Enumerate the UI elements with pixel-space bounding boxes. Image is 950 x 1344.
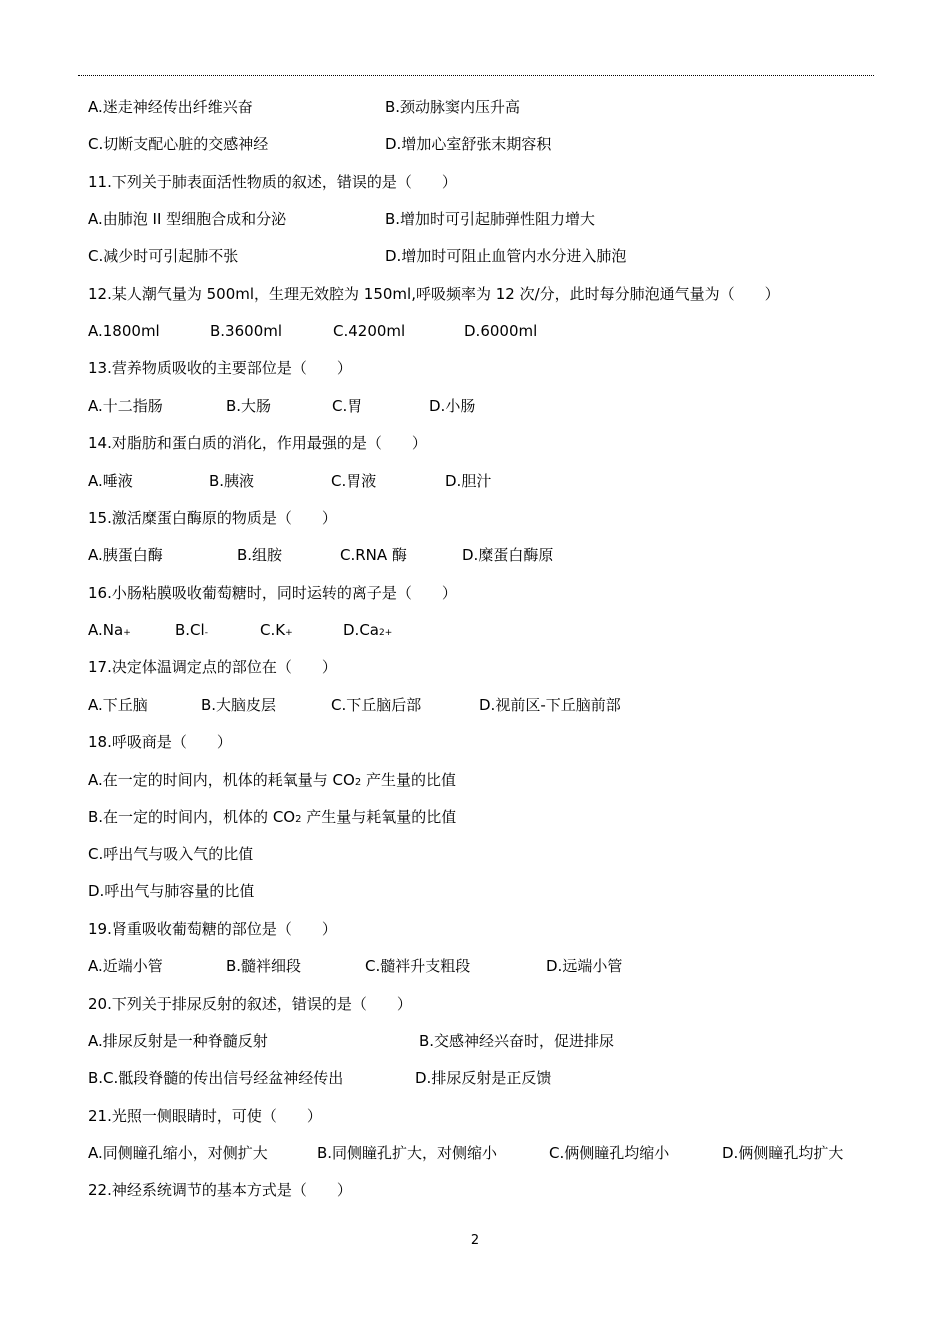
answer-option	[88, 805, 456, 829]
answer-option: A.近端小管	[88, 957, 163, 975]
answer-option	[175, 618, 208, 645]
option-text: 产生量与耗氧量的比值	[301, 808, 457, 826]
option-text: 产生量的比值	[361, 771, 456, 789]
answer-option: C.胃液	[331, 472, 377, 490]
answer-option: B.大肠	[226, 397, 272, 415]
answer-option: D.俩侧瞳孔均扩大	[722, 1144, 844, 1162]
answer-option: D.视前区-下丘脑前部	[479, 696, 621, 714]
answer-option: D.糜蛋白酶原	[462, 546, 554, 564]
answer-option: B.胰液	[209, 472, 255, 490]
ion-symbol: D.Ca	[343, 621, 379, 639]
answer-option	[88, 768, 456, 792]
ion-charge: -	[204, 628, 208, 638]
answer-option: A.同侧瞳孔缩小，对侧扩大	[88, 1144, 268, 1162]
answer-option: B.交感神经兴奋时，促进排尿	[419, 1032, 615, 1050]
answer-option: C.俩侧瞳孔均缩小	[549, 1144, 670, 1162]
answer-option: C.下丘脑后部	[331, 696, 422, 714]
question-stem: 13.营养物质吸收的主要部位是（ ）	[88, 359, 352, 377]
option-text: B.在一定的时间内，机体的 CO	[88, 808, 296, 826]
answer-option: D.小肠	[429, 397, 476, 415]
answer-option: A.下丘脑	[88, 696, 148, 714]
answer-option: A.排尿反射是一种脊髓反射	[88, 1032, 268, 1050]
answer-option	[343, 618, 392, 645]
answer-option: C.RNA 酶	[340, 546, 407, 564]
ion-charge: +	[285, 628, 293, 638]
answer-option: B.颈动脉窦内压升高	[385, 98, 521, 116]
answer-option: B.组胺	[237, 546, 283, 564]
ion-symbol: B.Cl	[175, 621, 205, 639]
answer-option: A.唾液	[88, 472, 133, 490]
answer-option: D.6000ml	[464, 322, 538, 340]
answer-option: A.由肺泡 II 型细胞合成和分泌	[88, 210, 287, 228]
question-stem: 21.光照一侧眼睛时，可使（ ）	[88, 1107, 322, 1125]
answer-option: C.切断支配心脏的交感神经	[88, 135, 269, 153]
question-stem: 15.激活糜蛋白酶原的物质是（ ）	[88, 509, 337, 527]
option-text: A.在一定的时间内，机体的耗氧量与 CO	[88, 771, 355, 789]
ion-charge: 2+	[378, 628, 393, 638]
subscript: 2	[354, 777, 362, 788]
answer-option: D.呼出气与肺容量的比值	[88, 882, 255, 900]
answer-option: B.髓袢细段	[226, 957, 302, 975]
answer-option: C.髓袢升支粗段	[365, 957, 471, 975]
answer-option: A.十二指肠	[88, 397, 163, 415]
question-stem: 19.肾重吸收葡萄糖的部位是（ ）	[88, 920, 337, 938]
question-stem: 17.决定体温调定点的部位在（ ）	[88, 658, 337, 676]
answer-option: D.胆汁	[445, 472, 492, 490]
ion-charge: +	[123, 628, 131, 638]
answer-option: C.减少时可引起肺不张	[88, 247, 239, 265]
answer-option: B.增加时可引起肺弹性阻力增大	[385, 210, 596, 228]
answer-option: B.大脑皮层	[201, 696, 277, 714]
answer-option: C.呼出气与吸入气的比值	[88, 845, 254, 863]
answer-option: B.同侧瞳孔扩大，对侧缩小	[317, 1144, 498, 1162]
question-stem: 12.某人潮气量为 500ml，生理无效腔为 150ml,呼吸频率为 12 次/分，此时每分肺泡通气量为（ ）	[88, 285, 780, 303]
answer-option: C.4200ml	[333, 322, 406, 340]
answer-option: B.3600ml	[210, 322, 283, 340]
ion-symbol: A.Na	[88, 621, 124, 639]
question-stem: 22.神经系统调节的基本方式是（ ）	[88, 1181, 352, 1199]
answer-option: A.胰蛋白酶	[88, 546, 163, 564]
answer-option: B.C.骶段脊髓的传出信号经盆神经传出	[88, 1069, 344, 1087]
answer-option	[260, 618, 293, 645]
question-stem: 14.对脂肪和蛋白质的消化，作用最强的是（ ）	[88, 434, 427, 452]
ion-symbol: C.K	[260, 621, 286, 639]
question-stem: 16.小肠粘膜吸收葡萄糖时，同时运转的离子是（ ）	[88, 584, 457, 602]
answer-option: A.1800ml	[88, 322, 160, 340]
subscript: 2	[295, 814, 302, 825]
page-number: 2	[470, 1233, 480, 1248]
answer-option: D.远端小管	[546, 957, 623, 975]
header-dotted-rule	[78, 75, 874, 76]
answer-option: D.排尿反射是正反馈	[415, 1069, 552, 1087]
answer-option	[88, 618, 131, 645]
answer-option: D.增加时可阻止血管内水分进入肺泡	[385, 247, 627, 265]
question-stem: 20.下列关于排尿反射的叙述，错误的是（ ）	[88, 995, 412, 1013]
question-stem: 11.下列关于肺表面活性物质的叙述，错误的是（ ）	[88, 173, 457, 191]
answer-option: D.增加心室舒张末期容积	[385, 135, 552, 153]
answer-option: C.胃	[332, 397, 363, 415]
question-stem: 18.呼吸商是（ ）	[88, 733, 232, 751]
answer-option: A.迷走神经传出纤维兴奋	[88, 98, 253, 116]
